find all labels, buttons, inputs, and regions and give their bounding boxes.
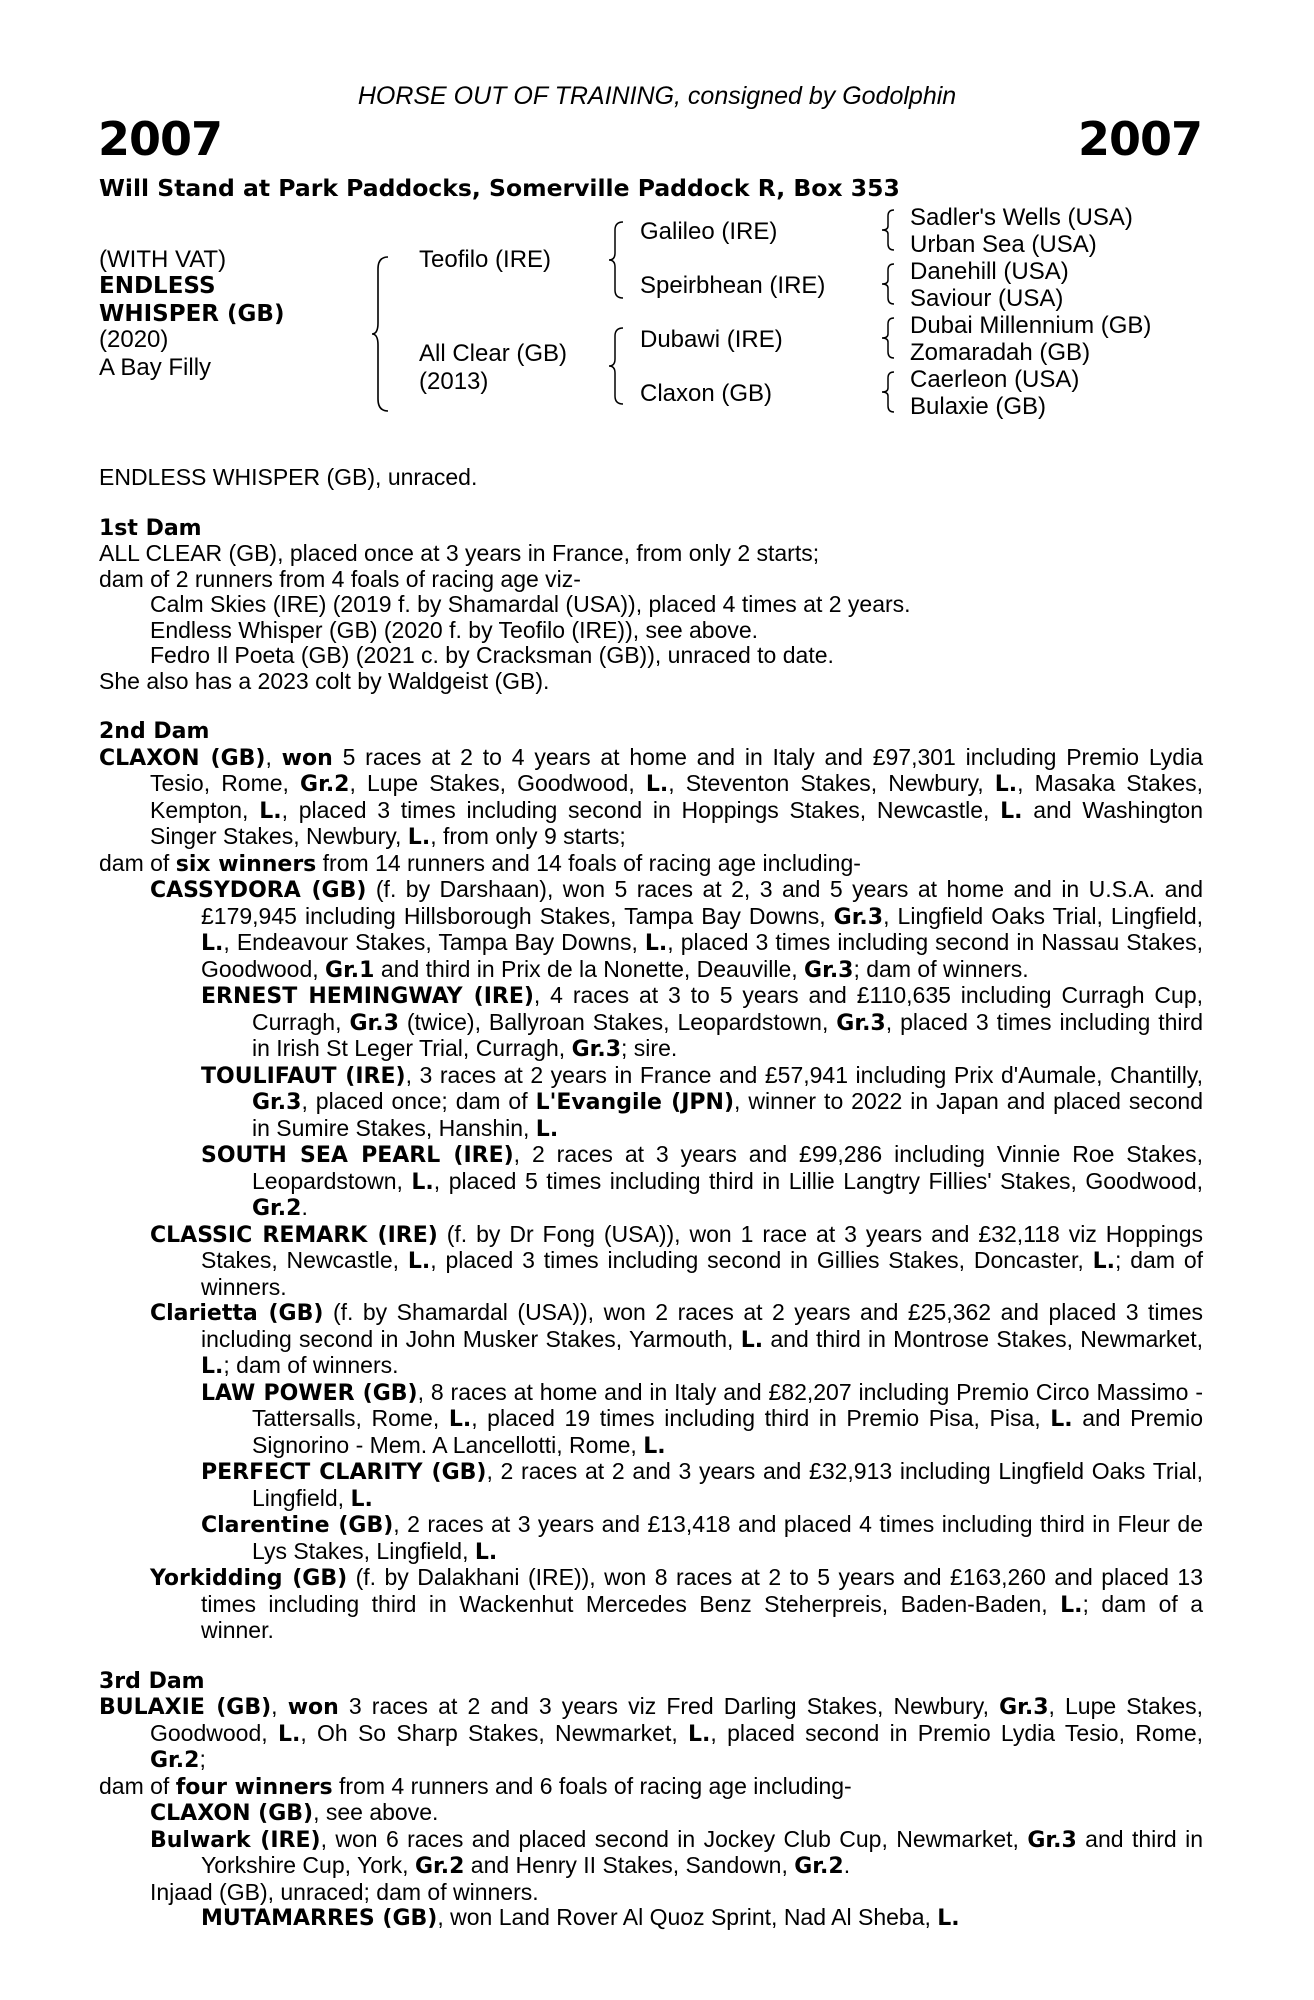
- grade-label: Gr.3: [833, 904, 884, 930]
- grade-label: Gr.2: [150, 1748, 200, 1773]
- listed-label: L.: [688, 1721, 711, 1747]
- entry-text: 3 races at 2 and 3 years viz Fred Darling Stakes, Newbury,: [338, 1693, 1000, 1719]
- produce-name: CLAXON (GB): [150, 1801, 314, 1826]
- foal-entry: Endless Whisper (GB) (2020 f. by Teofilo (IRE)), see above.: [150, 616, 759, 643]
- listed-label: L.: [644, 931, 668, 956]
- first-dam-tail: She also has a 2023 colt by Waldgeist (GB).: [99, 667, 550, 694]
- winners-count: six winners: [175, 851, 317, 877]
- listed-label: L.: [643, 1433, 666, 1459]
- listed-label: L.: [645, 772, 669, 797]
- produce-entry-ernest: [201, 983, 1203, 1063]
- grade-label: Gr.1: [325, 957, 375, 983]
- grade-label: Gr.3: [349, 1010, 399, 1036]
- produce-name: LAW POWER (GB): [201, 1380, 418, 1406]
- sire-sire: Galileo (IRE): [640, 218, 778, 245]
- entry-text: , placed second in Premio Lydia Tesio, Rome,: [710, 1719, 1204, 1746]
- sire-dam: Speirbhean (IRE): [640, 272, 826, 299]
- first-dam-heading: 1st Dam: [99, 515, 202, 541]
- entry-text: , 3 races at 2 years in France and £57,941 including Prix d'Aumale, Chantilly,: [405, 1061, 1203, 1088]
- listed-label: L.: [1060, 1592, 1083, 1618]
- brace-icon: [607, 220, 627, 300]
- produce-name: MUTAMARRES (GB): [201, 1906, 438, 1931]
- entry-text: , Steventon Stakes, Newbury,: [668, 770, 995, 796]
- horse-name-line2: WHISPER (GB): [99, 301, 285, 327]
- entry-text: , placed 3 times including second in Gillies Stakes, Doncaster,: [430, 1247, 1093, 1273]
- listed-label: L.: [1000, 798, 1023, 824]
- listed-label: L.: [448, 1407, 472, 1432]
- entry-text: ; dam of winners.: [223, 1352, 399, 1378]
- grade-label: Gr.2: [794, 1854, 844, 1879]
- listed-label: L.: [201, 1354, 224, 1379]
- ggs-4: Saviour (USA): [910, 285, 1064, 312]
- race-summary: ENDLESS WHISPER (GB), unraced.: [99, 464, 478, 490]
- produce-entry-perfect-clarity: [201, 1459, 1203, 1512]
- entry-text: , Lingfield Oaks Trial, Lingfield,: [883, 902, 1203, 929]
- stabling-info: Will Stand at Park Paddocks, Somerville Paddock R, Box 353: [99, 174, 900, 202]
- entry-text: ; dam of a winner.: [201, 1590, 1203, 1643]
- entry-text: , 2 races at 3 years and £13,418 and placed 4 times including third in Fleur de Lys Stakes, Lingfield,: [252, 1511, 1203, 1564]
- first-dam-line: dam of 2 runners from 4 foals of racing age viz-: [99, 565, 581, 592]
- entry-text: 5 races at 2 to 4 years at home and in Italy and £97,301 including Premio Lydia Tesio, Rome,: [150, 743, 1203, 796]
- produce-name: CASSYDORA (GB): [150, 878, 367, 903]
- sire-name: Teofilo (IRE): [419, 246, 552, 273]
- ggs-6: Zomaradah (GB): [910, 339, 1091, 366]
- listed-label: L.: [259, 798, 282, 824]
- listed-label: L.: [1092, 1249, 1116, 1274]
- ggs-5: Dubai Millennium (GB): [910, 312, 1152, 339]
- entry-text: , see above.: [313, 1799, 439, 1825]
- entry-text: ; sire.: [621, 1035, 678, 1061]
- produce-name: Yorkidding (GB): [150, 1566, 348, 1591]
- entry-text: from 4 runners and 6 foals of racing age including-: [332, 1772, 852, 1799]
- entry-text: , Lupe Stakes, Goodwood,: [349, 770, 646, 796]
- brace-icon: [880, 316, 898, 360]
- entry-text: , placed 3 times including second in Nassau Stakes, Goodwood,: [201, 929, 1203, 982]
- consignor-note: HORSE OUT OF TRAINING, consigned by Godolphin: [357, 82, 957, 110]
- produce-name: ERNEST HEMINGWAY (IRE): [201, 984, 534, 1009]
- brace-icon: [880, 208, 898, 252]
- produce-entry-toulifaut: [201, 1063, 1203, 1143]
- foal-entry: Fedro Il Poeta (GB) (2021 c. by Cracksman (GB)), unraced to date.: [150, 642, 834, 668]
- listed-label: L.: [937, 1906, 960, 1931]
- second-dam-entry: CLAXON (GB), won 5 races at 2 to 4 years at home and in Italy and £97,301 including Premio Lydia Tesio, Rome, Gr.2, Lupe Stakes, Goodwood, L., Steventon Stakes, Newbury, L., Masaka Stakes, Kempton, L., placed 3 times including second in Hoppings Stakes, Newcastle, L. and Washington Singer Stakes, Newbury, L., from only 9 starts;: [99, 743, 1204, 850]
- entry-text: , placed 19 times including third in Premio Pisa, Pisa,: [471, 1405, 1051, 1431]
- produce-entry-bulwark: [150, 1827, 1203, 1880]
- entry-text: , winner to 2022 in Japan and placed second in Sumire Stakes, Hanshin,: [252, 1088, 1203, 1141]
- entry-text: dam of: [99, 1772, 176, 1799]
- entry-text: ; dam of winners.: [201, 1247, 1203, 1300]
- produce-entry-south-sea-pearl: [201, 1142, 1203, 1222]
- entry-text: , placed 3 times including second in Hoppings Stakes, Newcastle,: [281, 796, 1001, 823]
- grade-label: Gr.3: [804, 957, 854, 983]
- listed-label: L.: [277, 1721, 301, 1747]
- produce-name: Clarietta (GB): [150, 1301, 324, 1326]
- entry-text: , won 6 races and placed second in Jockey Club Cup, Newmarket,: [320, 1825, 1028, 1852]
- grade-label: Gr.2: [300, 772, 350, 797]
- entry-text: (f. by Dr Fong (USA)), won 1 race at 3 years and £32,118 viz Hoppings Stakes, Newcastle,: [201, 1220, 1203, 1273]
- entry-text: , placed once; dam of: [301, 1088, 536, 1114]
- brace-icon: [880, 262, 898, 306]
- dam-of-line: [99, 1774, 1203, 1801]
- entry-text: , placed 3 times including third in Irish St Leger Trial, Curragh,: [252, 1008, 1203, 1061]
- entry-text: .: [843, 1852, 851, 1878]
- grade-label: Gr.3: [836, 1010, 886, 1036]
- brace-icon: [607, 326, 627, 406]
- entry-text: dam of: [99, 849, 176, 876]
- entry-text: , placed 5 times including third in Lillie Langtry Fillies' Stakes, Goodwood,: [433, 1167, 1203, 1194]
- catalogue-body: [99, 465, 1203, 1932]
- entry-text: , 4 races at 3 to 5 years and £110,635 including Curragh Cup, Curragh,: [252, 982, 1203, 1035]
- winners-count: four winners: [175, 1774, 333, 1800]
- entry-text: and third in Montrose Stakes, Newmarket,: [763, 1325, 1203, 1352]
- listed-label: L.: [407, 1249, 431, 1274]
- produce-entry-yorkidding: [150, 1565, 1203, 1644]
- entry-text: .: [301, 1194, 308, 1220]
- produce-name: PERFECT CLARITY (GB): [201, 1460, 487, 1485]
- listed-label: L.: [350, 1486, 373, 1512]
- grade-label: Gr.3: [999, 1695, 1049, 1720]
- listed-label: L.: [201, 931, 224, 956]
- produce-entry-injaad: Injaad (GB), unraced; dam of winners.: [150, 1878, 539, 1905]
- listed-label: L.: [411, 1169, 434, 1195]
- horse-description: A Bay Filly: [99, 354, 212, 381]
- brace-icon: [880, 370, 898, 414]
- entry-text: , 2 races at 2 and 3 years and £32,913 including Lingfield Oaks Trial, Lingfield,: [252, 1458, 1203, 1511]
- entry-text: and Henry II Stakes, Sandown,: [464, 1852, 795, 1878]
- entry-text: from 14 runners and 14 foals of racing age including-: [316, 849, 861, 876]
- entry-text: , from only 9 starts;: [430, 823, 626, 849]
- entry-text: , won Land Rover Al Quoz Sprint, Nad Al Sheba,: [437, 1904, 938, 1930]
- listed-label: L.: [994, 772, 1018, 797]
- listed-label: L.: [535, 1116, 559, 1142]
- entry-text: , 2 races at 3 years and £99,286 including Vinnie Roe Stakes, Leopardstown,: [252, 1141, 1204, 1194]
- dam-dam: Claxon (GB): [640, 380, 773, 407]
- entry-text: , Endeavour Stakes, Tampa Bay Downs,: [223, 929, 645, 955]
- entry-text: (f. by Dalakhani (IRE)), won 8 races at 2 to 5 years and £163,260 and placed 13 times including third in Wackenhut Mercedes Benz Steherpreis, Baden-Baden,: [201, 1564, 1204, 1617]
- entry-text: and Premio Signorino - Mem. A Lancellotti, Rome,: [252, 1405, 1204, 1458]
- second-dam-heading: 2nd Dam: [99, 719, 210, 744]
- dam-year: (2013): [419, 368, 489, 395]
- produce-entry-mutamarres: [201, 1905, 1203, 1932]
- entry-text: , Oh So Sharp Stakes, Newmarket,: [300, 1719, 689, 1746]
- ggs-8: Bulaxie (GB): [910, 393, 1047, 420]
- produce-entry-clarietta: [150, 1300, 1203, 1380]
- horse-year: (2020): [99, 326, 169, 353]
- grade-label: Gr.3: [571, 1037, 622, 1062]
- entry-text: , Masaka Stakes, Kempton,: [150, 770, 1203, 823]
- entry-text: , 8 races at home and in Italy and £82,207 including Premio Circo Massimo - Tattersalls, Rome,: [252, 1378, 1203, 1431]
- produce-name: SOUTH SEA PEARL (IRE): [201, 1143, 514, 1168]
- listed-label: L.: [474, 1539, 498, 1565]
- lot-number-left: 2007: [98, 112, 223, 166]
- entry-text: and Washington Singer Stakes, Newbury,: [150, 796, 1204, 849]
- entry-text: (twice), Ballyroan Stakes, Leopardstown,: [398, 1008, 837, 1035]
- grade-label: Gr.3: [252, 1090, 302, 1115]
- listed-label: L.: [407, 825, 431, 850]
- grade-label: Gr.2: [252, 1196, 302, 1221]
- produce-name: Clarentine (GB): [201, 1513, 394, 1538]
- entry-text: (f. by Darshaan), won 5 races at 2, 3 and 5 years at home and in U.S.A. and £179,945 including Hillsborough Stakes, Tampa Bay Downs,: [201, 876, 1203, 929]
- produce-name: L'Evangile (JPN): [535, 1090, 734, 1115]
- dam-name: All Clear (GB): [419, 340, 568, 367]
- entry-text: , Lupe Stakes, Goodwood,: [150, 1693, 1203, 1746]
- dam-sire: Dubawi (IRE): [640, 326, 783, 353]
- entry-text: and third in Yorkshire Cup, York,: [201, 1825, 1203, 1878]
- entry-text: and third in Prix de la Nonette, Deauville,: [374, 955, 805, 982]
- grade-label: Gr.2: [414, 1854, 465, 1879]
- produce-entry-classic-remark: [150, 1222, 1203, 1301]
- ggs-2: Urban Sea (USA): [910, 231, 1097, 258]
- ggs-1: Sadler's Wells (USA): [910, 204, 1133, 231]
- produce-name: TOULIFAUT (IRE): [201, 1063, 406, 1089]
- listed-label: L.: [740, 1327, 764, 1353]
- listed-label: L.: [1050, 1407, 1073, 1432]
- grade-label: Gr.3: [1027, 1827, 1077, 1853]
- produce-entry-clarentine: [201, 1512, 1203, 1565]
- ggs-3: Danehill (USA): [910, 258, 1069, 285]
- won-label: won: [281, 745, 333, 771]
- produce-name: CLASSIC REMARK (IRE): [150, 1222, 438, 1248]
- entry-text: ;: [199, 1746, 206, 1772]
- produce-entry-cassydora: [150, 877, 1203, 983]
- produce-entry-law-power: [201, 1380, 1203, 1460]
- third-dam-heading: 3rd Dam: [99, 1668, 205, 1694]
- horse-name-line1: ENDLESS: [99, 273, 216, 299]
- foal-entry: Calm Skies (IRE) (2019 f. by Shamardal (USA)), placed 4 times at 2 years.: [150, 591, 911, 617]
- lot-number-right: 2007: [1077, 112, 1202, 166]
- brace-icon: [370, 255, 392, 413]
- entry-text: (f. by Shamardal (USA)), won 2 races at 2 years and £25,362 and placed 3 times including second in John Musker Stakes, Yarmouth,: [201, 1299, 1203, 1352]
- produce-entry-claxon: [150, 1800, 1203, 1827]
- produce-name: Bulwark (IRE): [150, 1827, 321, 1853]
- won-label: won: [287, 1695, 339, 1720]
- third-dam-entry: BULAXIE (GB), won 3 races at 2 and 3 years viz Fred Darling Stakes, Newbury, Gr.3, Lupe Stakes, Goodwood, L., Oh So Sharp Stakes, Newmarket, L., placed second in Premio Lydia Tesio, Rome, Gr.2;: [99, 1693, 1204, 1773]
- ggs-7: Caerleon (USA): [910, 366, 1080, 393]
- dam-of-line: [99, 851, 1203, 878]
- vat-note: (WITH VAT): [99, 246, 227, 273]
- first-dam-line: ALL CLEAR (GB), placed once at 3 years in France, from only 2 starts;: [99, 540, 820, 566]
- dam-name: CLAXON (GB): [99, 745, 266, 771]
- entry-text: ; dam of winners.: [853, 955, 1029, 982]
- dam-name: BULAXIE (GB): [99, 1695, 272, 1720]
